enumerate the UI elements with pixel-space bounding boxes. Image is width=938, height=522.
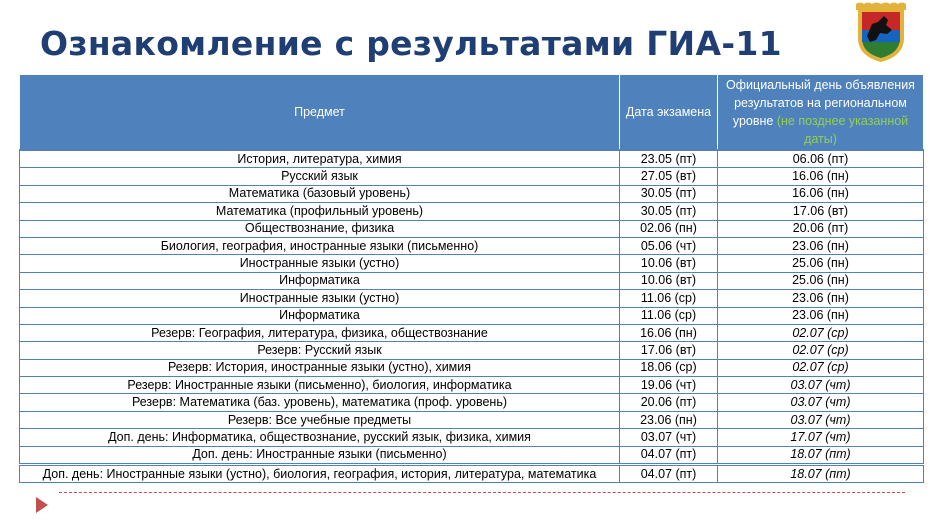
header-note: (не позднее указанной даты) [776,114,909,146]
subject-cell: Иностранные языки (устно) [20,255,620,272]
subject-cell: Резерв: Все учебные предметы [20,411,620,428]
result-date-cell: 02.07 (ср) [718,342,924,359]
table-row [20,324,924,341]
subject-cell: Доп. день: Иностранные языки (письменно) [20,446,620,464]
header-official-day-label: Официальный день объявления результатов на региональном уровне [726,78,915,128]
table-row [20,342,924,359]
result-date-cell: 06.06 (пт) [718,150,924,168]
exam-date-cell: 03.07 (чт) [620,429,718,446]
header-official-day [718,75,924,151]
exam-date-cell: 11.06 (ср) [620,307,718,324]
table-row [20,411,924,428]
exam-date-cell: 05.06 (чт) [620,237,718,254]
result-date-cell: 17.06 (вт) [718,203,924,220]
subject-cell: История, литература, химия [20,150,620,168]
result-date-cell: 25.06 (пн) [718,272,924,289]
exam-date-cell: 11.06 (ср) [620,290,718,307]
exam-date-cell: 23.05 (пт) [620,150,718,168]
result-date-cell: 17.07 (чт) [718,429,924,446]
exam-date-cell: 16.06 (пн) [620,324,718,341]
subject-cell: Математика (профильный уровень) [20,203,620,220]
exam-date-cell: 17.06 (вт) [620,342,718,359]
subject-cell: Информатика [20,272,620,289]
subject-cell: Резерв: География, литература, физика, обществознание [20,324,620,341]
table-row [20,394,924,411]
subject-cell: Резерв: Иностранные языки (письменно), биология, информатика [20,377,620,394]
page-title: Ознакомление с результатами ГИА-11 [40,24,782,63]
exam-date-cell: 10.06 (вт) [620,272,718,289]
result-date-cell: 02.07 (ср) [718,324,924,341]
result-date-cell: 16.06 (пн) [718,185,924,202]
subject-cell: Резерв: История, иностранные языки (устно), химия [20,359,620,376]
table-row [20,150,924,168]
results-table [19,74,924,483]
table-row [20,255,924,272]
result-date-cell: 23.06 (пн) [718,237,924,254]
exam-date-cell: 18.06 (ср) [620,359,718,376]
subject-cell: Русский язык [20,168,620,185]
table-row [20,185,924,202]
exam-date-cell: 10.06 (вт) [620,255,718,272]
header-subject: Предмет [20,75,620,151]
footer-divider [59,492,905,493]
exam-date-cell: 27.05 (вт) [620,168,718,185]
table-row [20,203,924,220]
result-date-cell: 25.06 (пн) [718,255,924,272]
play-arrow-icon [36,497,48,513]
result-date-cell: 18.07 (пт) [718,446,924,464]
table-row [20,272,924,289]
exam-date-cell: 30.05 (пт) [620,185,718,202]
result-date-cell: 03.07 (чт) [718,377,924,394]
subject-cell: Иностранные языки (устно) [20,290,620,307]
table-row [20,359,924,376]
table-row [20,307,924,324]
result-date-cell: 03.07 (чт) [718,394,924,411]
exam-date-cell: 20.06 (пт) [620,394,718,411]
subject-cell: Доп. день: Информатика, обществознание, русский язык, физика, химия [20,429,620,446]
subject-cell: Обществознание, физика [20,220,620,237]
table-row [20,290,924,307]
exam-date-cell: 04.07 (пт) [620,446,718,464]
table-row [20,168,924,185]
result-date-cell: 20.06 (пт) [718,220,924,237]
subject-cell: Резерв: Русский язык [20,342,620,359]
subject-cell: Доп. день: Иностранные языки (устно), биология, география, история, литература, математика [20,465,620,483]
subject-cell: Резерв: Математика (баз. уровень), математика (проф. уровень) [20,394,620,411]
table-row [20,220,924,237]
table-row [20,237,924,254]
subject-cell: Информатика [20,307,620,324]
header-exam-date: Дата экзамена [620,75,718,151]
result-date-cell: 16.06 (пн) [718,168,924,185]
result-date-cell: 23.06 (пн) [718,290,924,307]
karelia-coat-of-arms-icon [850,0,912,64]
result-date-cell: 02.07 (ср) [718,359,924,376]
exam-date-cell: 04.07 (пт) [620,465,718,483]
subject-cell: Математика (базовый уровень) [20,185,620,202]
subject-cell: Биология, география, иностранные языки (письменно) [20,237,620,254]
result-date-cell: 03.07 (чт) [718,411,924,428]
table-header-row [20,75,924,151]
table-row [20,429,924,446]
table-row [20,465,924,483]
table-body [20,150,924,483]
exam-date-cell: 19.06 (чт) [620,377,718,394]
exam-date-cell: 02.06 (пн) [620,220,718,237]
exam-date-cell: 23.06 (пн) [620,411,718,428]
exam-date-cell: 30.05 (пт) [620,203,718,220]
table-row [20,446,924,464]
result-date-cell: 23.06 (пн) [718,307,924,324]
result-date-cell: 18.07 (пт) [718,465,924,483]
table-row [20,377,924,394]
